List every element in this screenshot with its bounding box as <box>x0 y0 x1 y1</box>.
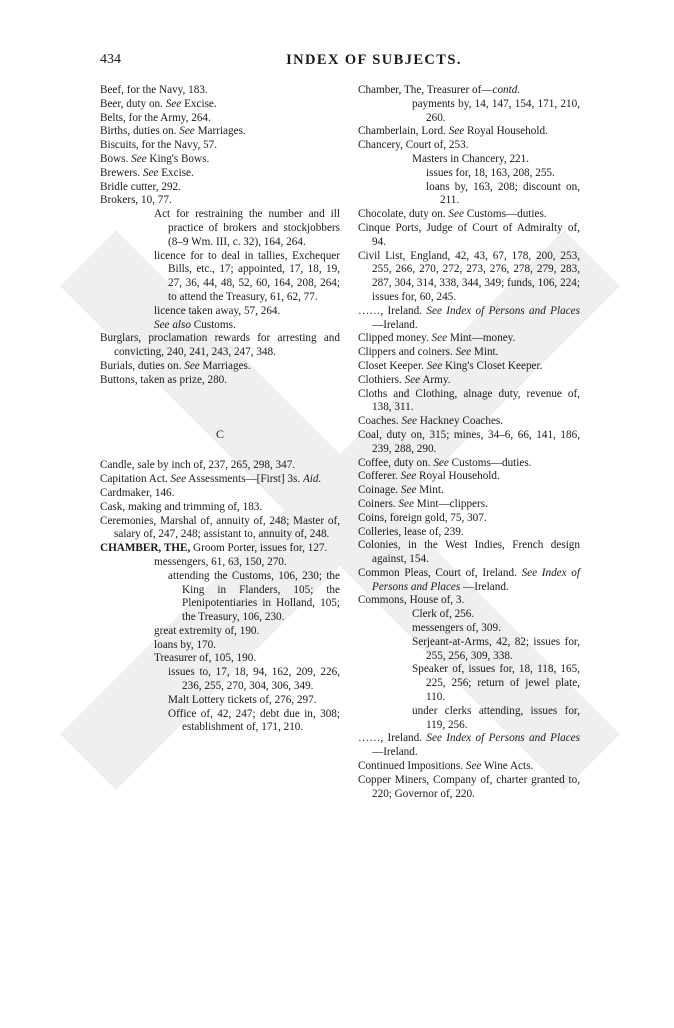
right-index-entry: ……, Ireland. See Index of Persons and Places —Ireland. <box>358 732 580 759</box>
left-index-entry: Capitation Act. See Assessments—[First] 3s. Aid. <box>100 473 322 486</box>
right-index-entry: Chamberlain, Lord. See Royal Household. <box>358 125 548 138</box>
right-index-entry: Coiners. See Mint—clippers. <box>358 497 488 510</box>
left-index-entry: Bows. See King's Bows. <box>100 152 210 165</box>
left-index-entry: licence for to deal in tallies, Exchequer Bills, etc., 17; appointed, 17, 18, 19, 27, 36, 44, 48, 52, 60, 164, 208, 264; to attend the Treasury, 61, 62, 77. <box>154 249 340 303</box>
left-index-entry: Births, duties on. See Marriages. <box>100 125 246 138</box>
right-column <box>358 84 580 801</box>
left-index-entry: Malt Lottery tickets of, 276, 297. <box>168 693 317 706</box>
right-index-entry: Chancery, Court of, 253. <box>358 139 469 152</box>
left-index-entry: Biscuits, for the Navy, 57. <box>100 139 218 152</box>
left-index-entry: Buttons, taken as prize, 280. <box>100 373 228 386</box>
right-index-entry: Clothiers. See Army. <box>358 373 451 386</box>
section-letter: C <box>215 426 224 441</box>
left-index-entry: Treasurer of, 105, 190. <box>154 652 257 665</box>
right-index-entry: issues for, 18, 163, 208, 255. <box>426 166 555 179</box>
right-index-entry: Colleries, lease of, 239. <box>358 525 464 538</box>
right-index-entry: Cinque Ports, Judge of Court of Admiralty of, 94. <box>358 221 580 248</box>
left-index-entry: loans by, 170. <box>154 638 217 651</box>
left-index-entry: great extremity of, 190. <box>154 624 260 637</box>
left-index-entry: Brokers, 10, 77. <box>100 194 172 207</box>
left-index-entry: Office of, 42, 247; debt due in, 308; establishment of, 171, 210. <box>168 707 340 734</box>
right-index-entry: ……, Ireland. See Index of Persons and Places —Ireland. <box>358 304 580 331</box>
left-index-entry: messengers, 61, 63, 150, 270. <box>154 555 287 568</box>
left-column <box>100 84 340 735</box>
left-index-entry: Beer, duty on. See Excise. <box>100 97 217 110</box>
right-index-entry: Commons, House of, 3. <box>358 594 465 607</box>
left-index-entry: Cardmaker, 146. <box>100 486 175 499</box>
left-index-entry: Brewers. See Excise. <box>100 166 194 179</box>
right-index-entry: Colonies, in the West Indies, French design against, 154. <box>358 539 580 566</box>
left-index-entry: Belts, for the Army, 264. <box>100 111 211 124</box>
page-header <box>100 52 648 74</box>
right-index-entry: Closet Keeper. See King's Closet Keeper. <box>358 359 543 372</box>
right-index-entry: Continued Impositions. See Wine Acts. <box>358 760 534 773</box>
left-index-entry: issues to, 17, 18, 94, 162, 209, 226, 236, 255, 270, 304, 306, 349. <box>168 666 340 693</box>
right-index-entry: Serjeant-at-Arms, 42, 82; issues for, 255, 256, 309, 338. <box>412 635 580 662</box>
right-index-entry: Chocolate, duty on. See Customs—duties. <box>358 208 547 221</box>
left-index-entry: Bridle cutter, 292. <box>100 180 181 193</box>
page-title: INDEX OF SUBJECTS. <box>286 52 462 68</box>
left-index-entry: CHAMBER, THE, Groom Porter, issues for, 127. <box>100 542 328 555</box>
right-index-entry: Masters in Chancery, 221. <box>412 152 530 165</box>
right-index-entry: messengers of, 309. <box>412 622 501 635</box>
right-index-entry: Clippers and coiners. See Mint. <box>358 346 499 359</box>
left-index-entry: Cask, making and trimming of, 183. <box>100 500 263 513</box>
left-index-entry: Burials, duties on. See Marriages. <box>100 359 251 372</box>
right-index-entry: Clerk of, 256. <box>412 608 475 621</box>
page-number: 434 <box>100 52 121 67</box>
left-index-entry: See also Customs. <box>154 318 236 331</box>
right-index-entry: Coaches. See Hackney Coaches. <box>358 415 504 428</box>
right-index-entry: Cloths and Clothing, alnage duty, revenue of, 138, 311. <box>358 387 580 414</box>
right-index-entry: Chamber, The, Treasurer of—contd. <box>358 84 521 96</box>
right-index-entry: Coins, foreign gold, 75, 307. <box>358 511 487 524</box>
right-index-entry: Speaker of, issues for, 18, 118, 165, 225, 256; return of jewel plate, 110. <box>412 663 580 704</box>
left-index-entry: Ceremonies, Marshal of, annuity of, 248; Master of, salary of, 247, 248; assistant to, annuity of, 248. <box>100 514 340 541</box>
right-index-entry: loans by, 163, 208; discount on, 211. <box>426 180 580 207</box>
right-index-entry: Cofferer. See Royal Household. <box>358 470 500 483</box>
right-index-entry: Civil List, England, 42, 43, 67, 178, 200, 253, 255, 266, 270, 272, 273, 276, 278, 279, 283, 287, 304, 314, 338, 344, 349; funds, 106, 224; issues for, 60, 245. <box>358 249 580 303</box>
left-index-entry: Burglars, proclamation rewards for arresting and convicting, 240, 241, 243, 247, 348. <box>100 332 340 359</box>
right-index-entry: Common Pleas, Court of, Ireland. See Index of Persons and Places —Ireland. <box>358 566 580 593</box>
right-index-entry: Coal, duty on, 315; mines, 34–6, 66, 141, 186, 239, 288, 290. <box>358 428 580 455</box>
left-index-entry: licence taken away, 57, 264. <box>154 304 281 317</box>
right-index-entry: Coffee, duty on. See Customs—duties. <box>358 456 532 469</box>
left-index-entry: Act for restraining the number and ill practice of brokers and stockjobbers (8–9 Wm. III, c. 32), 164, 264. <box>154 208 340 248</box>
right-index-entry: payments by, 14, 147, 154, 171, 210, 260. <box>412 97 580 124</box>
left-index-entry: attending the Customs, 106, 230; the King in Flanders, 105; the Plenipotentiaries in Holland, 105; the Treasury, 106, 230. <box>168 569 340 624</box>
left-index-entry: Beef, for the Navy, 183. <box>100 84 208 96</box>
right-index-entry: Copper Miners, Company of, charter granted to, 220; Governor of, 220. <box>358 773 580 800</box>
left-index-entry: Candle, sale by inch of, 237, 265, 298, 347. <box>100 459 296 472</box>
right-index-entry: under clerks attending, issues for, 119, 256. <box>412 704 580 731</box>
right-index-entry: Coinage. See Mint. <box>358 484 444 497</box>
right-index-entry: Clipped money. See Mint—money. <box>358 332 516 345</box>
